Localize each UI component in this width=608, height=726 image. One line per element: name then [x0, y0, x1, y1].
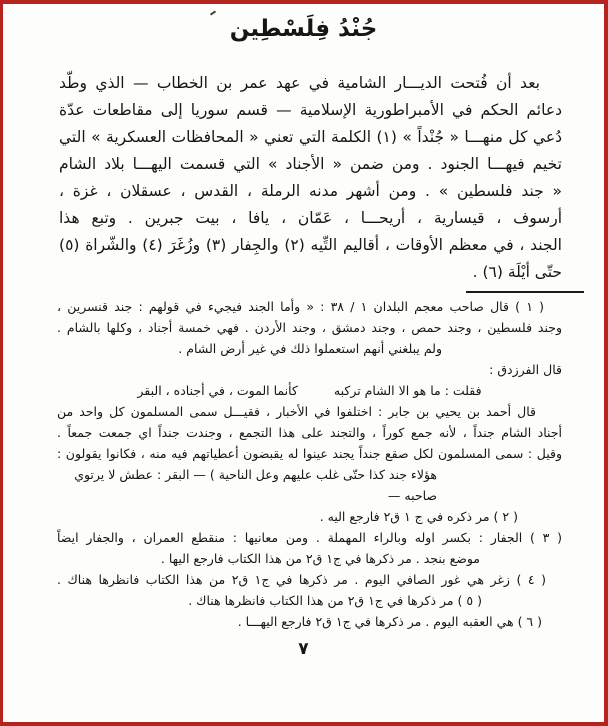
body-line: بعد أن فُتحت الديـــار الشامية في عهد عمر بن الخطاب — الذي وطّد [59, 74, 540, 92]
footnote-separator-rule [466, 291, 584, 293]
page-title: جُنْدُ فِلَسْطِين [229, 16, 378, 42]
ahmad-quote-line: وقيل : سمى المسلمون لكل صقع جنداً يجند عينوا له يقبضون أعطياتهم فيه منه ، فكانوا يقولون : [57, 446, 562, 461]
body-line: دُعي كل منهـــا « جُنْداً » (١) الكلمة التي تعني « المحافظات العسكرية » التي [59, 128, 562, 146]
footnote-5: ( ٥ ) مر ذكرها في ج١ ق٢ من هذا الكتاب فانظرها هناك . [188, 593, 482, 608]
body-line: تخيم فيهـــا الجنود . ومن ضمن « الأجناد » التي قسمت اليهـــا بلاد الشام [59, 155, 562, 173]
footnote-3-line: ( ٣ ) الجفار : بكسر اوله وبالراء المهملة . ومن معانيها : منقطع العمران ، والجفار ايضاً [57, 530, 562, 545]
body-line: حتّى أيْلَة (٦) . [472, 263, 562, 281]
ahmad-quote-line: قال أحمد بن يحيي بن جابر : اختلفوا في الأخبار ، فقيـــل سمى المسلمون كل واحد من [57, 404, 536, 419]
verse-second-hemistich: كأنما الموت ، في أجناده ، البقر [137, 383, 298, 398]
poetry-verse [57, 380, 562, 401]
footnote-3-line: موضع بنجد . مر ذكرها في ج١ ق٢ من هذا الكتاب فارجع اليها . [160, 551, 480, 566]
footnote-1-line: ولم يبلغني أنهم استعملوا ذلك في غير أرض الشام . [178, 341, 442, 356]
body-line: « جند فلسطين » . ومن أشهر مدنه الرملة ، القدس ، عسقلان ، غزة ، [59, 182, 562, 200]
footnote-1-line: وجند فلسطين ، وجند حمص ، وجند دمشق ، وجند الأردن . فهي خمسة أجناد ، وكلها بالشام . [57, 320, 562, 335]
verse-first-hemistich: فقلت : ما هو الا الشام تركبه [333, 383, 482, 398]
footnote-6: ( ٦ ) هي العقبه اليوم . مر ذكرها في ج١ ق٢ فارجع اليهـــا . [237, 614, 542, 629]
ahmad-quote-line: أجناد الشام جنداً ، لأنه جمع كوراً ، والتجند على هذا التجمع ، وجندت جنداً اي جمعت جمعاً . [57, 425, 562, 440]
ahmad-quote-line: هؤلاء جند كذا حتّى غلب عليهم وعل الناحية ) — البقر : عطش لا يرتوي صاحبه — [74, 467, 437, 503]
footnotes-block [57, 291, 562, 632]
page-number: ٧ [298, 639, 309, 659]
main-text-block [59, 70, 562, 286]
body-line: الجند ، في معظم الأوقات ، أقاليم التِّيه (٢) والجِفار (٣) وزُغَرَ (٤) والشّراة (٥) [59, 236, 562, 254]
body-line: أرسوف ، قيسارية ، أريحـــا ، عَمّان ، يافا ، بيت جبرين . وتبع هذا [59, 209, 562, 227]
footnote-4: ( ٤ ) زغر هي غور الصافي اليوم . مر ذكرها في ج١ ق٢ من هذا الكتاب فانظرها هناك . [57, 572, 546, 587]
farazdaq-attribution: قال الفرزدق : [489, 362, 562, 377]
scan-speck [210, 10, 216, 15]
body-line: دعائم الحكم في الأمبراطورية الإسلامية — قسم سوريا إلى مقاطعات عدّة [59, 101, 562, 119]
footnote-2: ( ٢ ) مر ذكره في ج ١ ق٢ فارجع اليه . [319, 509, 518, 524]
footnote-1-line: ( ١ ) قال صاحب معجم البلدان ١ / ٣٨ : « وأما الجند فيجيء في قولهم : جند قنسرين ، [57, 299, 544, 314]
